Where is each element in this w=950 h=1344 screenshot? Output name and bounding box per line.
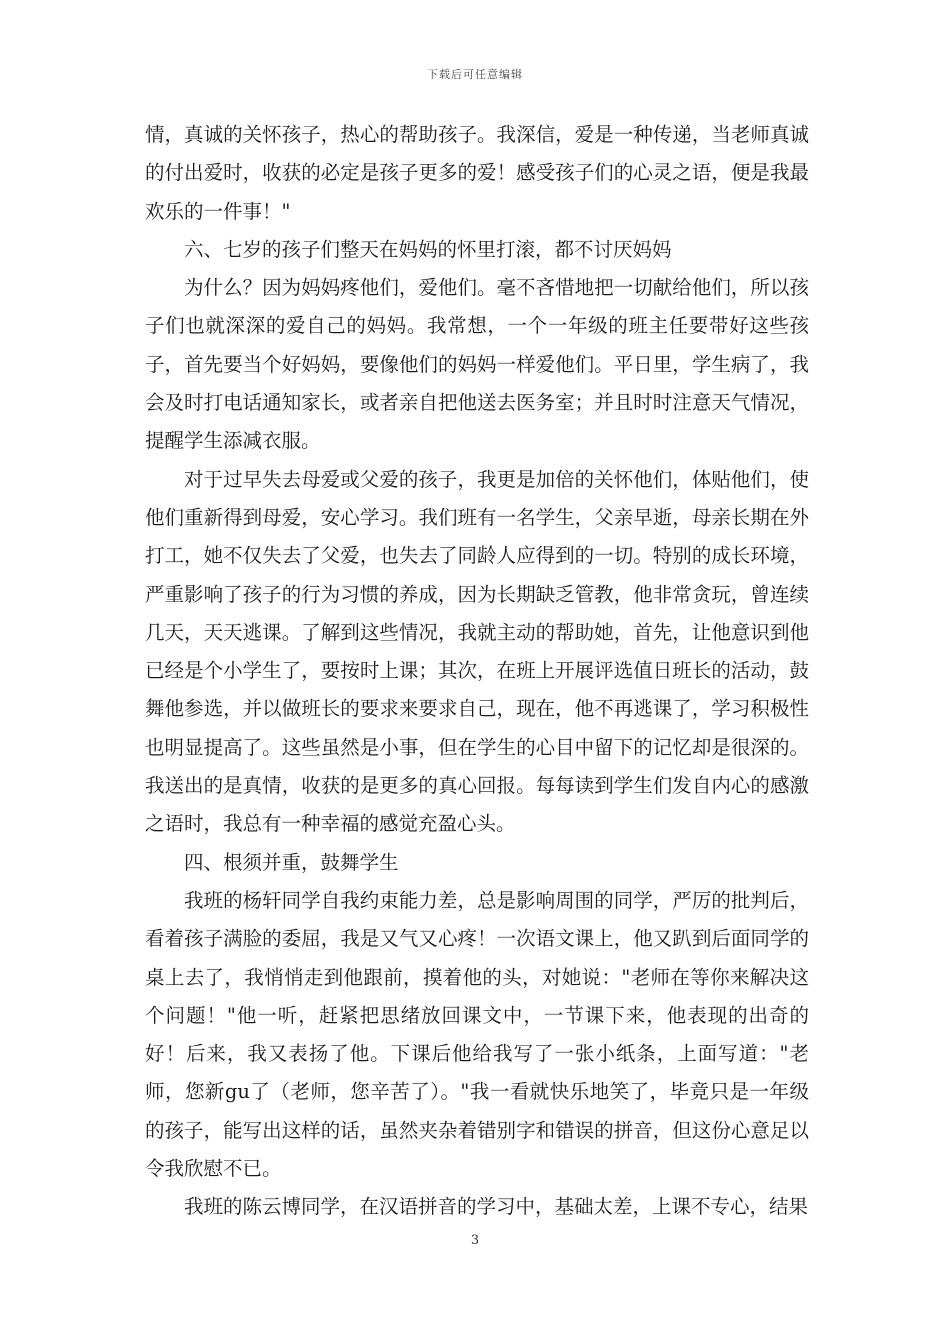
page-number: 3 [470, 1233, 480, 1248]
page-header: 下载后可任意编辑 [427, 68, 523, 81]
paragraph: 我班的陈云博同学，在汉语拼音的学习中，基础太差，上课不专心，结果 [184, 1195, 809, 1219]
paragraph-continued: 情，真诚的关怀孩子，热心的帮助孩子。我深信，爱是一种传递，当老师真诚的付出爱时，收获的必定是孩子更多的爱！感受孩子们的心灵之语，便是我最欢乐的一件事！" [145, 123, 809, 223]
document-body [145, 116, 809, 1227]
paragraph: 为什么？因为妈妈疼他们，爱他们。毫不吝惜地把一切献给他们，所以孩子们也就深深的爱自己的妈妈。我常想，一个一年级的班主任要带好这些孩子，首先要当个好妈妈，要像他们的妈妈一样爱他们。平日里，学生病了，我会及时打电话通知家长，或者亲自把他送去医务室；并且时时注意天气情况，提醒学生添减衣服。 [145, 276, 809, 453]
section-heading-six: 六、七岁的孩子们整天在妈妈的怀里打滚，都不讨厌妈妈 [184, 237, 672, 261]
paragraph: 对于过早失去母爱或父爱的孩子，我更是加倍的关怀他们，体贴他们，使他们重新得到母爱，安心学习。我们班有一名学生，父亲早逝，母亲长期在外打工，她不仅失去了父爱，也失去了同龄人应得到的一切。特别的成长环境，严重影响了孩子的行为习惯的养成，因为长期缺乏管教，他非常贪玩，曾连续几天，天天逃课。了解到这些情况，我就主动的帮助她，首先，让他意识到他已经是个小学生了，要按时上课；其次，在班上开展评选值日班长的活动，鼓舞他参选，并以做班长的要求来要求自己，现在，他不再逃课了，学习积极性也明显提高了。这些虽然是小事，但在学生的心目中留下的记忆却是很深的。我送出的是真情，收获的是更多的真心回报。每每读到学生们发自内心的感激之语时，我总有一种幸福的感觉充盈心头。 [145, 467, 809, 836]
paragraph: 我班的杨轩同学自我约束能力差，总是影响周围的同学，严厉的批判后，看着孩子满脸的委屈，我是又气又心疼！一次语文课上，他又趴到后面同学的桌上去了，我悄悄走到他跟前，摸着他的头，对她说："老师在等你来解决这个问题！"他一听，赶紧把思绪放回课文中，一节课下来，他表现的出奇的好！后来，我又表扬了他。下课后他给我写了一张小纸条，上面写道："老师，您新gu了（老师，您辛苦了）。"我一看就快乐地笑了，毕竟只是一年级的孩子，能写出这样的话，虽然夹杂着错别字和错误的拼音，但这份心意足以令我欣慰不已。 [145, 888, 809, 1181]
section-heading-four: 四、根须并重，鼓舞学生 [184, 850, 399, 874]
